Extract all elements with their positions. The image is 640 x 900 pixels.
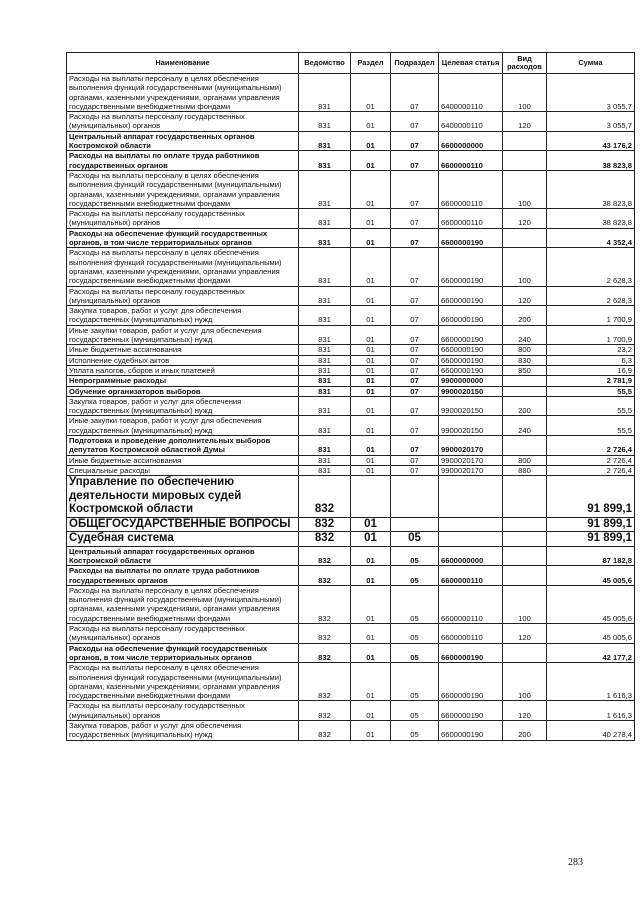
table-row <box>67 112 635 132</box>
cell-section: 01 <box>351 455 391 465</box>
cell-dept: 831 <box>299 112 351 132</box>
cell-vid <box>503 228 547 248</box>
header-row <box>67 53 635 74</box>
cell-subsection: 07 <box>391 455 439 465</box>
cell-sum: 23,2 <box>547 345 635 355</box>
cell-section: 01 <box>351 345 391 355</box>
table-row <box>67 286 635 306</box>
cell-name: ОБЩЕГОСУДАРСТВЕННЫЕ ВОПРОСЫ <box>67 517 299 532</box>
table-row <box>67 721 635 741</box>
cell-target: 6600000190 <box>439 355 503 365</box>
cell-sum: 16,9 <box>547 365 635 375</box>
cell-sum: 6,3 <box>547 355 635 365</box>
cell-dept: 831 <box>299 248 351 286</box>
table-row <box>67 643 635 663</box>
cell-sum: 2 628,3 <box>547 286 635 306</box>
cell-target: 9900020150 <box>439 396 503 416</box>
cell-dept: 831 <box>299 396 351 416</box>
cell-name: Расходы на выплаты персоналу государственных (муниципальных) органов <box>67 624 299 644</box>
cell-dept: 831 <box>299 416 351 436</box>
cell-sum: 1 616,3 <box>547 663 635 701</box>
cell-subsection: 05 <box>391 624 439 644</box>
table-row <box>67 170 635 208</box>
cell-section: 01 <box>351 131 391 151</box>
cell-vid: 240 <box>503 325 547 345</box>
header-name: Наименование <box>67 53 299 74</box>
cell-subsection: 05 <box>391 585 439 623</box>
cell-target: 6600000110 <box>439 566 503 586</box>
table-row <box>67 355 635 365</box>
cell-name: Исполнение судебных актов <box>67 355 299 365</box>
cell-target: 6600000190 <box>439 306 503 326</box>
cell-subsection: 07 <box>391 112 439 132</box>
cell-sum: 55,5 <box>547 396 635 416</box>
cell-subsection: 05 <box>391 643 439 663</box>
cell-name: Специальные расходы <box>67 465 299 475</box>
table-row <box>67 566 635 586</box>
cell-sum: 42 177,2 <box>547 643 635 663</box>
cell-subsection: 05 <box>391 663 439 701</box>
cell-vid: 120 <box>503 112 547 132</box>
cell-vid <box>503 643 547 663</box>
cell-section: 01 <box>351 286 391 306</box>
cell-dept: 831 <box>299 345 351 355</box>
cell-target: 6600000110 <box>439 151 503 171</box>
cell-sum: 2 781,9 <box>547 376 635 386</box>
cell-subsection: 07 <box>391 435 439 455</box>
cell-subsection: 05 <box>391 566 439 586</box>
table-row <box>67 248 635 286</box>
cell-section: 01 <box>351 228 391 248</box>
cell-dept: 831 <box>299 228 351 248</box>
cell-target: 6600000110 <box>439 585 503 623</box>
table-row <box>67 546 635 566</box>
cell-dept: 831 <box>299 131 351 151</box>
cell-section: 01 <box>351 386 391 396</box>
cell-subsection: 07 <box>391 376 439 386</box>
cell-target: 6600000000 <box>439 546 503 566</box>
cell-target: 9900020170 <box>439 465 503 475</box>
cell-vid: 120 <box>503 209 547 229</box>
cell-dept: 831 <box>299 435 351 455</box>
cell-vid: 100 <box>503 663 547 701</box>
cell-section: 01 <box>351 435 391 455</box>
cell-vid: 850 <box>503 365 547 375</box>
cell-subsection: 07 <box>391 465 439 475</box>
cell-subsection: 05 <box>391 701 439 721</box>
cell-vid: 880 <box>503 465 547 475</box>
cell-section: 01 <box>351 517 391 532</box>
cell-section: 01 <box>351 151 391 171</box>
cell-section: 01 <box>351 566 391 586</box>
cell-section: 01 <box>351 416 391 436</box>
cell-sum: 45 005,6 <box>547 585 635 623</box>
cell-subsection: 07 <box>391 248 439 286</box>
cell-dept: 831 <box>299 355 351 365</box>
cell-sum: 38 823,8 <box>547 209 635 229</box>
cell-target: 6600000110 <box>439 624 503 644</box>
cell-target: 6600000110 <box>439 209 503 229</box>
cell-section: 01 <box>351 643 391 663</box>
cell-vid: 120 <box>503 701 547 721</box>
table-row <box>67 532 635 547</box>
cell-vid: 200 <box>503 721 547 741</box>
cell-dept: 832 <box>299 585 351 623</box>
cell-sum: 45 005,6 <box>547 624 635 644</box>
cell-section: 01 <box>351 306 391 326</box>
cell-vid: 120 <box>503 286 547 306</box>
cell-name: Центральный аппарат государственных органов Костромской области <box>67 131 299 151</box>
table-row <box>67 365 635 375</box>
header-subsection: Подраздел <box>391 53 439 74</box>
cell-target: 6600000190 <box>439 228 503 248</box>
cell-section: 01 <box>351 396 391 416</box>
cell-dept: 831 <box>299 325 351 345</box>
cell-name: Уплата налогов, сборов и иных платежей <box>67 365 299 375</box>
table-row <box>67 74 635 112</box>
cell-section: 01 <box>351 546 391 566</box>
cell-name: Расходы на выплаты персоналу в целях обеспечения выполнения функций государственными (муниципальными) органами, казенными учреждениями, органами управления государственными внебюджетными фондами <box>67 585 299 623</box>
cell-sum: 1 700,9 <box>547 306 635 326</box>
header-vid: Вид расходов <box>503 53 547 74</box>
cell-subsection: 05 <box>391 721 439 741</box>
cell-target <box>439 476 503 518</box>
cell-sum: 40 278,4 <box>547 721 635 741</box>
cell-dept: 832 <box>299 643 351 663</box>
cell-subsection: 07 <box>391 170 439 208</box>
cell-vid <box>503 476 547 518</box>
cell-subsection: 07 <box>391 228 439 248</box>
cell-vid <box>503 532 547 547</box>
table-row <box>67 376 635 386</box>
cell-vid <box>503 386 547 396</box>
cell-subsection <box>391 517 439 532</box>
cell-name: Центральный аппарат государственных органов Костромской области <box>67 546 299 566</box>
cell-dept: 832 <box>299 663 351 701</box>
table-row <box>67 386 635 396</box>
cell-name: Иные закупки товаров, работ и услуг для обеспечения государственных (муниципальных) нужд <box>67 416 299 436</box>
cell-sum: 55,5 <box>547 386 635 396</box>
table-row <box>67 517 635 532</box>
table-row <box>67 209 635 229</box>
cell-subsection: 07 <box>391 74 439 112</box>
cell-target: 6600000190 <box>439 721 503 741</box>
cell-section: 01 <box>351 663 391 701</box>
cell-sum: 55,5 <box>547 416 635 436</box>
cell-vid: 200 <box>503 306 547 326</box>
cell-target: 6600000190 <box>439 286 503 306</box>
cell-name: Расходы на выплаты по оплате труда работников государственных органов <box>67 566 299 586</box>
cell-name: Подготовка и проведение дополнительных выборов депутатов Костромской областной Думы <box>67 435 299 455</box>
cell-target: 6600000190 <box>439 365 503 375</box>
cell-subsection: 07 <box>391 306 439 326</box>
table-row <box>67 151 635 171</box>
cell-name: Расходы на выплаты по оплате труда работников государственных органов <box>67 151 299 171</box>
cell-dept: 831 <box>299 376 351 386</box>
cell-vid <box>503 435 547 455</box>
cell-target: 6600000190 <box>439 663 503 701</box>
cell-dept: 832 <box>299 546 351 566</box>
cell-section: 01 <box>351 721 391 741</box>
cell-section: 01 <box>351 325 391 345</box>
cell-section: 01 <box>351 74 391 112</box>
cell-subsection: 07 <box>391 355 439 365</box>
cell-dept: 831 <box>299 455 351 465</box>
header-sum: Сумма <box>547 53 635 74</box>
cell-dept: 832 <box>299 566 351 586</box>
header-dept: Ведомство <box>299 53 351 74</box>
cell-sum: 4 352,4 <box>547 228 635 248</box>
cell-sum: 38 823,8 <box>547 170 635 208</box>
table-row <box>67 228 635 248</box>
cell-section: 01 <box>351 376 391 386</box>
cell-target: 6600000110 <box>439 170 503 208</box>
cell-dept: 832 <box>299 476 351 518</box>
cell-section: 01 <box>351 355 391 365</box>
table-row <box>67 585 635 623</box>
cell-vid: 830 <box>503 355 547 365</box>
cell-vid: 800 <box>503 345 547 355</box>
cell-target: 6600000190 <box>439 248 503 286</box>
cell-target <box>439 532 503 547</box>
cell-target: 9900020150 <box>439 386 503 396</box>
table-row <box>67 624 635 644</box>
cell-target: 6600000000 <box>439 131 503 151</box>
cell-name: Расходы на обеспечение функций государственных органов, в том числе территориальных органов <box>67 228 299 248</box>
cell-sum: 43 176,2 <box>547 131 635 151</box>
cell-section: 01 <box>351 701 391 721</box>
cell-target: 9900020150 <box>439 416 503 436</box>
header-section: Раздел <box>351 53 391 74</box>
cell-sum: 2 726,4 <box>547 455 635 465</box>
cell-subsection <box>391 476 439 518</box>
cell-name: Закупка товаров, работ и услуг для обеспечения государственных (муниципальных) нужд <box>67 721 299 741</box>
cell-sum: 1 616,3 <box>547 701 635 721</box>
cell-dept: 832 <box>299 532 351 547</box>
cell-dept: 831 <box>299 465 351 475</box>
cell-section: 01 <box>351 532 391 547</box>
cell-sum: 2 726,4 <box>547 435 635 455</box>
cell-sum: 2 726,4 <box>547 465 635 475</box>
cell-subsection: 07 <box>391 151 439 171</box>
header-target: Целевая статья <box>439 53 503 74</box>
cell-dept: 831 <box>299 286 351 306</box>
budget-table <box>66 52 635 741</box>
table-row <box>67 435 635 455</box>
cell-name: Закупка товаров, работ и услуг для обеспечения государственных (муниципальных) нужд <box>67 306 299 326</box>
cell-name: Расходы на выплаты персоналу государственных (муниципальных) органов <box>67 112 299 132</box>
cell-target: 6600000190 <box>439 701 503 721</box>
cell-subsection: 07 <box>391 286 439 306</box>
cell-name: Расходы на выплаты персоналу в целях обеспечения выполнения функций государственными (муниципальными) органами, казенными учреждениями, органами управления государственными внебюджетными фондами <box>67 170 299 208</box>
cell-name: Управление по обеспечению деятельности мировых судей Костромской области <box>67 476 299 518</box>
cell-sum: 38 823,8 <box>547 151 635 171</box>
table-row <box>67 306 635 326</box>
cell-name: Расходы на выплаты персоналу государственных (муниципальных) органов <box>67 701 299 721</box>
cell-vid <box>503 517 547 532</box>
cell-dept: 831 <box>299 306 351 326</box>
table-row <box>67 131 635 151</box>
cell-sum: 3 055,7 <box>547 74 635 112</box>
table-row <box>67 345 635 355</box>
cell-section: 01 <box>351 209 391 229</box>
table-row <box>67 416 635 436</box>
cell-name: Судебная система <box>67 532 299 547</box>
table-row <box>67 325 635 345</box>
cell-name: Иные закупки товаров, работ и услуг для обеспечения государственных (муниципальных) нужд <box>67 325 299 345</box>
cell-subsection: 07 <box>391 131 439 151</box>
cell-vid: 100 <box>503 248 547 286</box>
cell-section: 01 <box>351 365 391 375</box>
table-body <box>67 74 635 741</box>
cell-name: Расходы на выплаты персоналу государственных (муниципальных) органов <box>67 209 299 229</box>
cell-dept: 832 <box>299 517 351 532</box>
cell-name: Расходы на выплаты персоналу в целях обеспечения выполнения функций государственными (муниципальными) органами, казенными учреждениями, органами управления государственными внебюджетными фондами <box>67 74 299 112</box>
cell-name: Иные бюджетные ассигнования <box>67 455 299 465</box>
cell-vid: 100 <box>503 170 547 208</box>
cell-sum: 91 899,1 <box>547 532 635 547</box>
cell-sum: 2 628,3 <box>547 248 635 286</box>
cell-dept: 831 <box>299 74 351 112</box>
cell-section: 01 <box>351 585 391 623</box>
cell-vid: 100 <box>503 585 547 623</box>
cell-vid: 200 <box>503 396 547 416</box>
cell-subsection: 07 <box>391 325 439 345</box>
cell-target: 6400000110 <box>439 74 503 112</box>
cell-sum: 91 899,1 <box>547 517 635 532</box>
table-row <box>67 663 635 701</box>
cell-name: Обучение организаторов выборов <box>67 386 299 396</box>
cell-name: Иные бюджетные ассигнования <box>67 345 299 355</box>
cell-dept: 831 <box>299 365 351 375</box>
cell-section: 01 <box>351 465 391 475</box>
cell-vid: 100 <box>503 74 547 112</box>
cell-dept: 831 <box>299 170 351 208</box>
cell-subsection: 05 <box>391 532 439 547</box>
cell-sum: 45 005,6 <box>547 566 635 586</box>
cell-vid: 240 <box>503 416 547 436</box>
cell-target: 9900020170 <box>439 455 503 465</box>
cell-section: 01 <box>351 170 391 208</box>
cell-name: Закупка товаров, работ и услуг для обеспечения государственных (муниципальных) нужд <box>67 396 299 416</box>
cell-target: 6600000190 <box>439 643 503 663</box>
cell-target: 6600000190 <box>439 325 503 345</box>
cell-name: Расходы на выплаты персоналу государственных (муниципальных) органов <box>67 286 299 306</box>
cell-sum: 91 899,1 <box>547 476 635 518</box>
cell-name: Расходы на выплаты персоналу в целях обеспечения выполнения функций государственными (муниципальными) органами, казенными учреждениями, органами управления государственными внебюджетными фондами <box>67 248 299 286</box>
table-row <box>67 701 635 721</box>
cell-vid: 800 <box>503 455 547 465</box>
cell-subsection: 07 <box>391 365 439 375</box>
cell-target: 6400000110 <box>439 112 503 132</box>
cell-dept: 831 <box>299 151 351 171</box>
table-row <box>67 396 635 416</box>
cell-name: Непрограммные расходы <box>67 376 299 386</box>
cell-dept: 832 <box>299 701 351 721</box>
cell-sum: 3 055,7 <box>547 112 635 132</box>
cell-section <box>351 476 391 518</box>
table-row <box>67 476 635 518</box>
cell-section: 01 <box>351 248 391 286</box>
cell-subsection: 07 <box>391 416 439 436</box>
table-row <box>67 465 635 475</box>
cell-dept: 831 <box>299 209 351 229</box>
cell-vid: 120 <box>503 624 547 644</box>
cell-section: 01 <box>351 112 391 132</box>
cell-target: 6600000190 <box>439 345 503 355</box>
page-number: 283 <box>568 857 583 868</box>
cell-vid <box>503 376 547 386</box>
cell-sum: 1 700,9 <box>547 325 635 345</box>
cell-dept: 832 <box>299 721 351 741</box>
cell-sum: 87 182,8 <box>547 546 635 566</box>
cell-vid <box>503 151 547 171</box>
cell-subsection: 07 <box>391 345 439 355</box>
cell-dept: 832 <box>299 624 351 644</box>
cell-target: 9900000000 <box>439 376 503 386</box>
cell-vid <box>503 131 547 151</box>
cell-vid <box>503 546 547 566</box>
cell-target <box>439 517 503 532</box>
cell-subsection: 07 <box>391 386 439 396</box>
cell-subsection: 07 <box>391 396 439 416</box>
cell-name: Расходы на обеспечение функций государственных органов, в том числе территориальных органов <box>67 643 299 663</box>
cell-section: 01 <box>351 624 391 644</box>
cell-subsection: 05 <box>391 546 439 566</box>
cell-dept: 831 <box>299 386 351 396</box>
table-row <box>67 455 635 465</box>
cell-target: 9900020170 <box>439 435 503 455</box>
cell-subsection: 07 <box>391 209 439 229</box>
cell-name: Расходы на выплаты персоналу в целях обеспечения выполнения функций государственными (муниципальными) органами, казенными учреждениями, органами управления государственными внебюджетными фондами <box>67 663 299 701</box>
cell-vid <box>503 566 547 586</box>
